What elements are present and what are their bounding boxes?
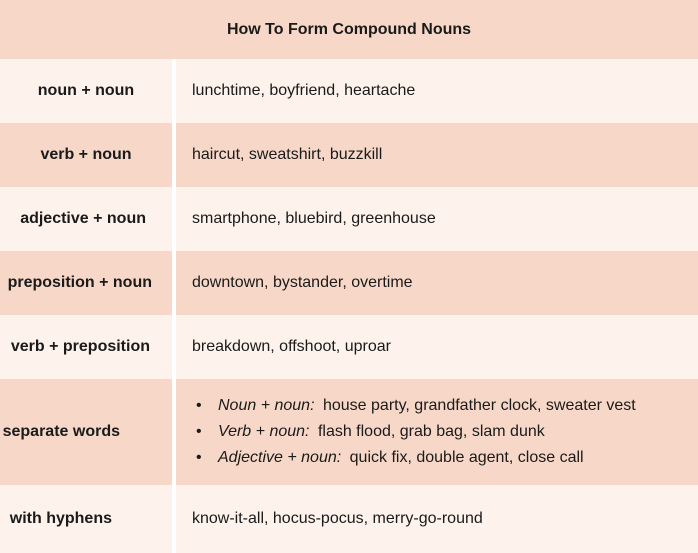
bullet-examples: quick fix, double agent, close call [349, 449, 584, 466]
row-label: preposition + noun [7, 274, 152, 291]
row-label: verb + preposition [10, 338, 150, 355]
list-item [196, 419, 636, 445]
table-row [0, 187, 698, 251]
bullet-icon: • [196, 397, 202, 414]
row-examples: downtown, bystander, overtime [192, 274, 413, 291]
row-label: noun + noun [37, 82, 135, 99]
row-label: separate words [2, 423, 120, 440]
row-label: with hyphens [9, 510, 112, 527]
row-label-cell [0, 123, 172, 187]
table-row [0, 485, 698, 553]
row-examples: smartphone, bluebird, greenhouse [192, 210, 436, 227]
row-label-cell [0, 315, 172, 379]
bullet-term: Noun + noun: [218, 397, 315, 414]
bullet-term: Verb + noun: [218, 423, 310, 440]
row-examples: haircut, sweatshirt, buzzkill [192, 146, 383, 163]
table-row [0, 315, 698, 379]
bullet-icon: • [196, 423, 202, 440]
bullet-examples: house party, grandfather clock, sweater vest [322, 397, 636, 414]
row-examples: lunchtime, boyfriend, heartache [192, 82, 416, 99]
row-label-cell [0, 59, 172, 123]
row-label-cell [0, 187, 172, 251]
bullet-term: Adjective + noun: [218, 449, 342, 466]
table-row [0, 251, 698, 315]
row-label-cell [0, 485, 172, 553]
bullet-icon: • [196, 449, 202, 466]
table-row [0, 123, 698, 187]
row-examples: know-it-all, hocus-pocus, merry-go-round [192, 510, 483, 527]
list-item [196, 393, 636, 419]
row-label-cell [0, 251, 172, 315]
row-label: adjective + noun [20, 210, 146, 227]
table-row [0, 59, 698, 123]
row-label: verb + noun [40, 146, 132, 163]
list-item [196, 445, 636, 471]
bullet-list [192, 393, 636, 471]
table-title: How To Form Compound Nouns [0, 0, 698, 59]
bullet-examples: flash flood, grab bag, slam dunk [317, 423, 545, 440]
table-row [0, 379, 698, 485]
row-examples [176, 379, 698, 485]
row-label-cell [0, 379, 172, 485]
row-examples: breakdown, offshoot, uproar [192, 338, 391, 355]
